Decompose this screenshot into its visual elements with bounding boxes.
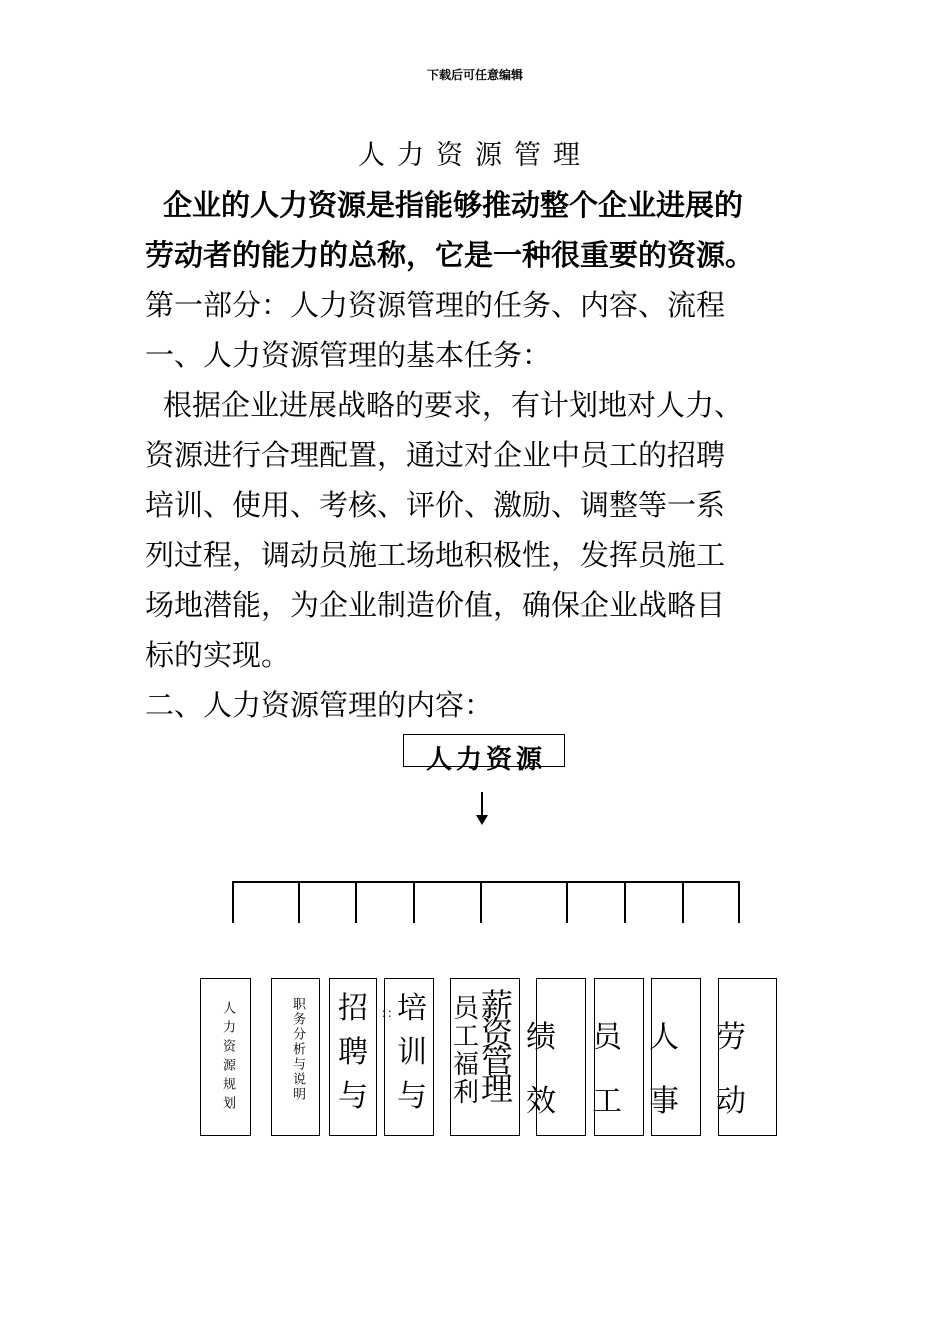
- node-label: [526, 1006, 586, 1134]
- body-line: 培训、使用、考核、评价、激励、调整等一系: [145, 488, 726, 522]
- node-label: 培训与: [397, 991, 427, 1114]
- lead-paragraph: [145, 180, 825, 280]
- lead-line: 企业的人力资源是指能够推动整个企业进展的: [163, 188, 744, 222]
- diagram-node-compensation: [450, 978, 520, 1136]
- body-line: 根据企业进展战略的要求，有计划地对人力、: [163, 388, 744, 422]
- connector-tick: [480, 881, 482, 923]
- node-char: 人: [649, 1020, 679, 1055]
- node-label: 招聘与: [338, 991, 368, 1114]
- section2-heading: 二、人力资源管理的内容：: [145, 688, 494, 722]
- arrow-head-icon: [476, 815, 488, 825]
- node-char: 动: [716, 1084, 746, 1119]
- lead-line: 劳动者的能力的总称，它是一种很重要的资源。: [145, 238, 755, 272]
- header-note: 下载后可任意编辑: [426, 68, 523, 82]
- node-label: 职务分析与说明: [290, 997, 305, 1102]
- body-line: 标的实现。: [145, 638, 291, 672]
- node-char: 劳: [716, 1020, 746, 1055]
- diagram-root-label: 人力资源: [426, 745, 547, 775]
- node-text-clipped: [718, 978, 777, 1136]
- connector-tick: [413, 881, 415, 923]
- diagram-node-planning: [200, 978, 251, 1136]
- node-char: 绩: [526, 1020, 556, 1055]
- body-line: 列过程，调动员施工场地积极性，发挥员施工: [145, 538, 726, 572]
- connector-tick: [298, 881, 300, 923]
- node-text-clipped: [651, 978, 701, 1136]
- node-label: 薪资管理: [480, 986, 513, 1108]
- node-char: 员: [592, 1020, 622, 1055]
- connector-bar: [232, 881, 739, 883]
- node-text-performance: [526, 978, 586, 1136]
- connector-tick: [566, 881, 568, 923]
- section1-heading: 一、人力资源管理的基本任务：: [145, 338, 552, 372]
- document-title: 人力资源管理: [358, 140, 592, 171]
- connector-tick: [355, 881, 357, 923]
- connector-tick: [232, 881, 234, 923]
- node-label: [582, 1006, 622, 1134]
- connector-tick: [738, 881, 740, 923]
- diagram-root-box: [403, 734, 565, 775]
- connector-tick: [624, 881, 626, 923]
- node-label: [639, 1006, 679, 1134]
- body-line: 资源进行合理配置，通过对企业中员工的招聘: [145, 438, 726, 472]
- part1-heading: 第一部分：人力资源管理的任务、内容、流程: [145, 288, 726, 322]
- body-section: [145, 280, 825, 730]
- node-label: [706, 1006, 746, 1134]
- node-label-partial: ：：: [381, 1006, 400, 1020]
- node-label: 员工福利: [453, 994, 480, 1108]
- diagram-node-job-analysis: [271, 978, 320, 1136]
- diagram-node-training: [381, 978, 434, 1136]
- connector-tick: [682, 881, 684, 923]
- node-text-clipped: [594, 978, 644, 1136]
- node-char: 工: [592, 1084, 622, 1119]
- node-char: 效: [526, 1084, 556, 1119]
- node-char: 事: [649, 1084, 679, 1119]
- body-line: 场地潜能，为企业制造价值，确保企业战略目: [145, 588, 726, 622]
- diagram-node-recruitment: [329, 978, 377, 1136]
- node-label: 人力资源规划: [220, 1001, 235, 1115]
